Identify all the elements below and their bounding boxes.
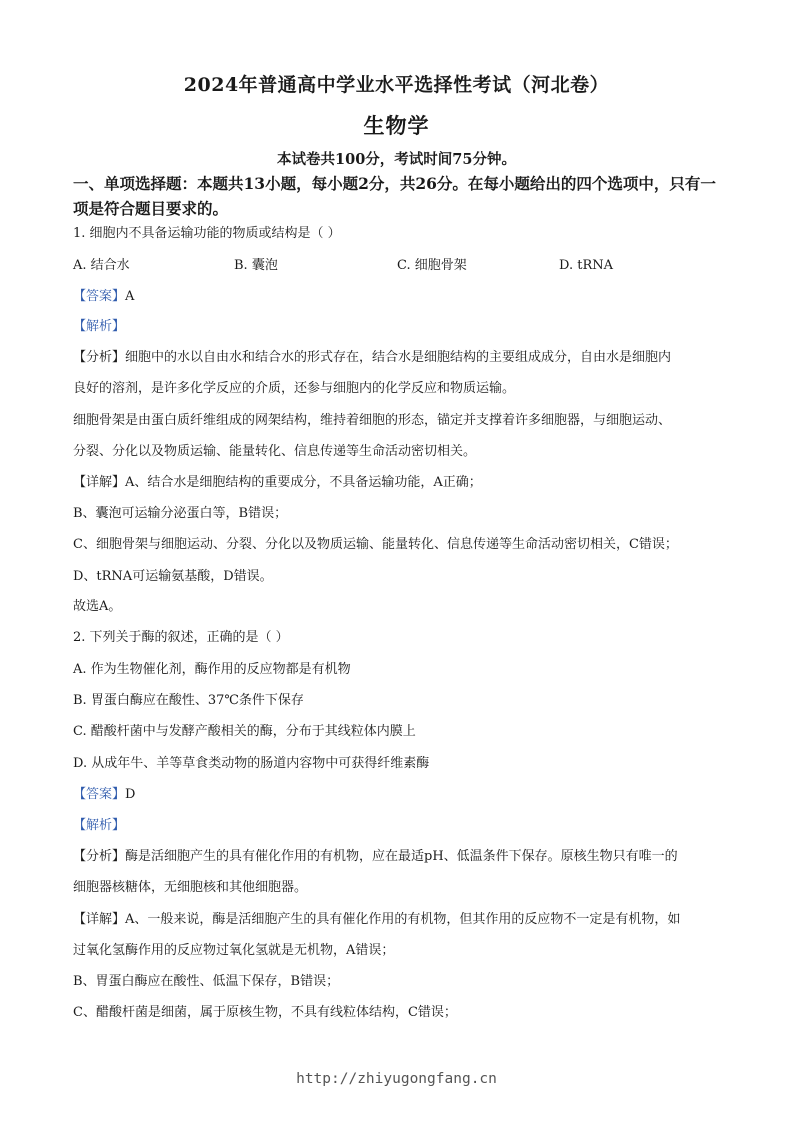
exam-info: 本试卷共100分，考试时间75分钟。 — [277, 151, 516, 168]
question-1-conclusion: 故选A。 — [73, 599, 122, 614]
question-2-detail-line: C、醋酸杆菌是细菌，属于原核生物，不具有线粒体结构，C错误； — [73, 1005, 457, 1020]
question-2-option-a: A. 作为生物催化剂，酶作用的反应物都是有机物 — [73, 662, 351, 677]
fenxi-text: 酶是活细胞产生的具有催化作用的有机物，应在最适pH、低温条件下保存。原核生物只有唯一的 — [125, 849, 678, 864]
question-2-fenxi-line: 细胞器核糖体，无细胞核和其他细胞器。 — [73, 880, 308, 895]
question-2-answer — [73, 787, 135, 803]
question-2-detail-line — [73, 912, 680, 928]
question-2-option-b: B. 胃蛋白酶应在酸性、37℃条件下保存 — [73, 693, 304, 708]
question-1-option-b: B. 囊泡 — [234, 258, 278, 273]
question-1-detail-line: C、细胞骨架与细胞运动、分裂、分化以及物质运输、能量转化、信息传递等生命活动密切相关，C错误； — [73, 537, 678, 552]
question-1-answer — [73, 289, 134, 305]
question-2-option-d: D. 从成年牛、羊等草食类动物的肠道内容物中可获得纤维素酶 — [73, 756, 430, 771]
detail-text: A、一般来说，酶是活细胞产生的具有催化作用的有机物，但其作用的反应物不一定是有机物，如 — [125, 912, 681, 927]
detail-tag: 【详解】 — [73, 912, 126, 927]
subject-title: 生物学 — [363, 113, 430, 138]
question-1-option-a: A. 结合水 — [73, 258, 130, 273]
fenxi-text: 细胞中的水以自由水和结合水的形式存在，结合水是细胞结构的主要组成成分，自由水是细胞内 — [125, 350, 672, 365]
question-1-analysis-tag: 【解析】 — [73, 319, 126, 334]
question-1-fenxi-line: 良好的溶剂，是许多化学反应的介质，还参与细胞内的化学反应和物质运输。 — [73, 381, 516, 396]
question-1-fenxi-line: 细胞骨架是由蛋白质纤维组成的网架结构，维持着细胞的形态，锚定并支撑着许多细胞器，与细胞运动、 — [73, 413, 672, 428]
question-2-option-c: C. 醋酸杆菌中与发酵产酸相关的酶，分布于其线粒体内膜上 — [73, 724, 416, 739]
answer-value: D — [125, 787, 136, 802]
fenxi-tag: 【分析】 — [73, 849, 126, 864]
question-2-detail-line: 过氧化氢酶作用的反应物过氧化氢就是无机物，A错误； — [73, 943, 395, 958]
question-1-option-d: D. tRNA — [559, 258, 613, 273]
question-1-fenxi-line — [73, 350, 671, 366]
fenxi-tag: 【分析】 — [73, 350, 126, 365]
question-2-fenxi-line — [73, 849, 678, 865]
answer-tag: 【答案】 — [73, 289, 126, 304]
question-1-option-c: C. 细胞骨架 — [397, 258, 467, 273]
source-url-watermark: http://zhiyugongfang.cn — [296, 1071, 497, 1087]
answer-tag: 【答案】 — [73, 787, 126, 802]
question-1-stem: 1. 细胞内不具备运输功能的物质或结构是（ ） — [73, 226, 341, 241]
question-1-detail-line: B、囊泡可运输分泌蛋白等，B错误； — [73, 506, 288, 521]
question-1-fenxi-line: 分裂、分化以及物质运输、能量转化、信息传递等生命活动密切相关。 — [73, 444, 477, 459]
question-2-stem: 2. 下列关于酶的叙述，正确的是（ ） — [73, 630, 289, 645]
question-2-analysis-tag: 【解析】 — [73, 818, 126, 833]
answer-value: A — [125, 289, 135, 304]
question-1-detail-line: D、tRNA可运输氨基酸，D错误。 — [73, 569, 273, 584]
section-heading: 一、单项选择题：本题共13小题，每小题2分，共26分。在每小题给出的四个选项中，只有一项是符合题目要求的。 — [73, 174, 716, 218]
detail-tag: 【详解】 — [73, 475, 126, 490]
exam-title: 2024年普通高中学业水平选择性考试（河北卷） — [183, 74, 610, 96]
detail-text: A、结合水是细胞结构的重要成分，不具备运输功能，A正确； — [125, 475, 482, 490]
question-2-detail-line: B、胃蛋白酶应在酸性、低温下保存，B错误； — [73, 974, 340, 989]
question-1-detail-line — [73, 475, 482, 491]
